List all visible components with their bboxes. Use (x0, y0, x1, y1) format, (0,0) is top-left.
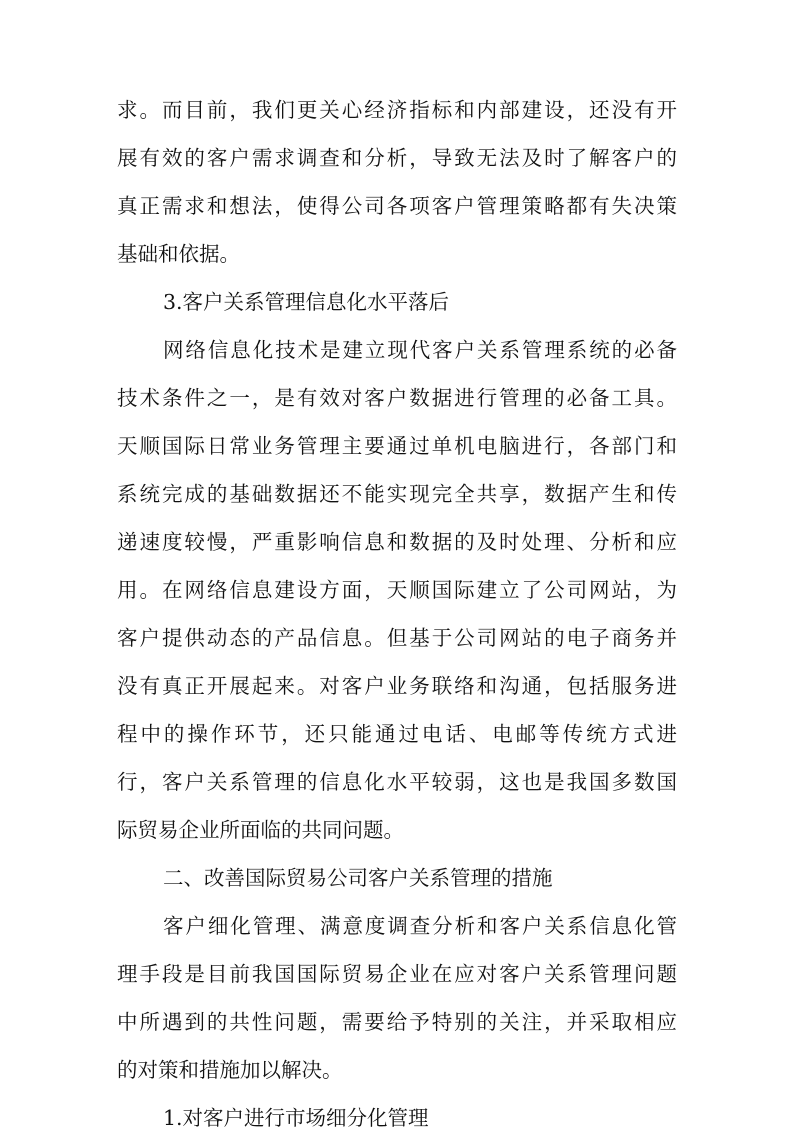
text-line: 系统完成的基础数据还不能实现完全共享，数据产生和传 (117, 482, 677, 506)
text-line: 天顺国际日常业务管理主要通过单机电脑进行，各部门和 (117, 434, 677, 458)
paragraph-network-informatization (117, 326, 677, 854)
text-line: 展有效的客户需求调查和分析，导致无法及时了解客户的 (117, 146, 677, 170)
text-line: 的对策和措施加以解决。 (117, 1058, 343, 1082)
section-heading-improvement-measures (117, 854, 677, 902)
subheading-text: 1.对客户进行市场细分化管理 (163, 1106, 429, 1130)
text-line: 客户提供动态的产品信息。但基于公司网站的电子商务并 (117, 626, 677, 650)
text-line: 用。在网络信息建设方面，天顺国际建立了公司网站，为 (117, 578, 677, 602)
text-line: 求。而目前，我们更关心经济指标和内部建设，还没有开 (117, 98, 677, 122)
text-line: 真正需求和想法，使得公司各项客户管理策略都有失决策 (117, 194, 677, 218)
paragraph-measures-intro (117, 902, 677, 1094)
text-line: 客户细化管理、满意度调查分析和客户关系信息化管 (163, 914, 677, 938)
text-line: 网络信息化技术是建立现代客户关系管理系统的必备 (163, 338, 677, 362)
subheading-market-segmentation (117, 1094, 677, 1142)
text-line: 际贸易企业所面临的共同问题。 (117, 818, 404, 842)
text-line: 基础和依据。 (117, 242, 240, 266)
text-line: 没有真正开展起来。对客户业务联络和沟通，包括服务进 (117, 674, 677, 698)
text-line: 技术条件之一，是有效对客户数据进行管理的必备工具。 (117, 386, 677, 410)
text-line: 程中的操作环节，还只能通过电话、电邮等传统方式进 (117, 722, 677, 746)
section-heading-text: 二、改善国际贸易公司客户关系管理的措施 (163, 866, 553, 890)
paragraph-customer-needs-continued (117, 86, 677, 278)
text-line: 递速度较慢，严重影响信息和数据的及时处理、分析和应 (117, 530, 677, 554)
subheading-text: 3.客户关系管理信息化水平落后 (163, 290, 450, 314)
subheading-informatization-lag (117, 278, 677, 326)
document-body (117, 86, 677, 1142)
text-line: 理手段是目前我国国际贸易企业在应对客户关系管理问题 (117, 962, 677, 986)
text-line: 行，客户关系管理的信息化水平较弱，这也是我国多数国 (117, 770, 677, 794)
text-line: 中所遇到的共性问题，需要给予特别的关注，并采取相应 (117, 1010, 677, 1034)
